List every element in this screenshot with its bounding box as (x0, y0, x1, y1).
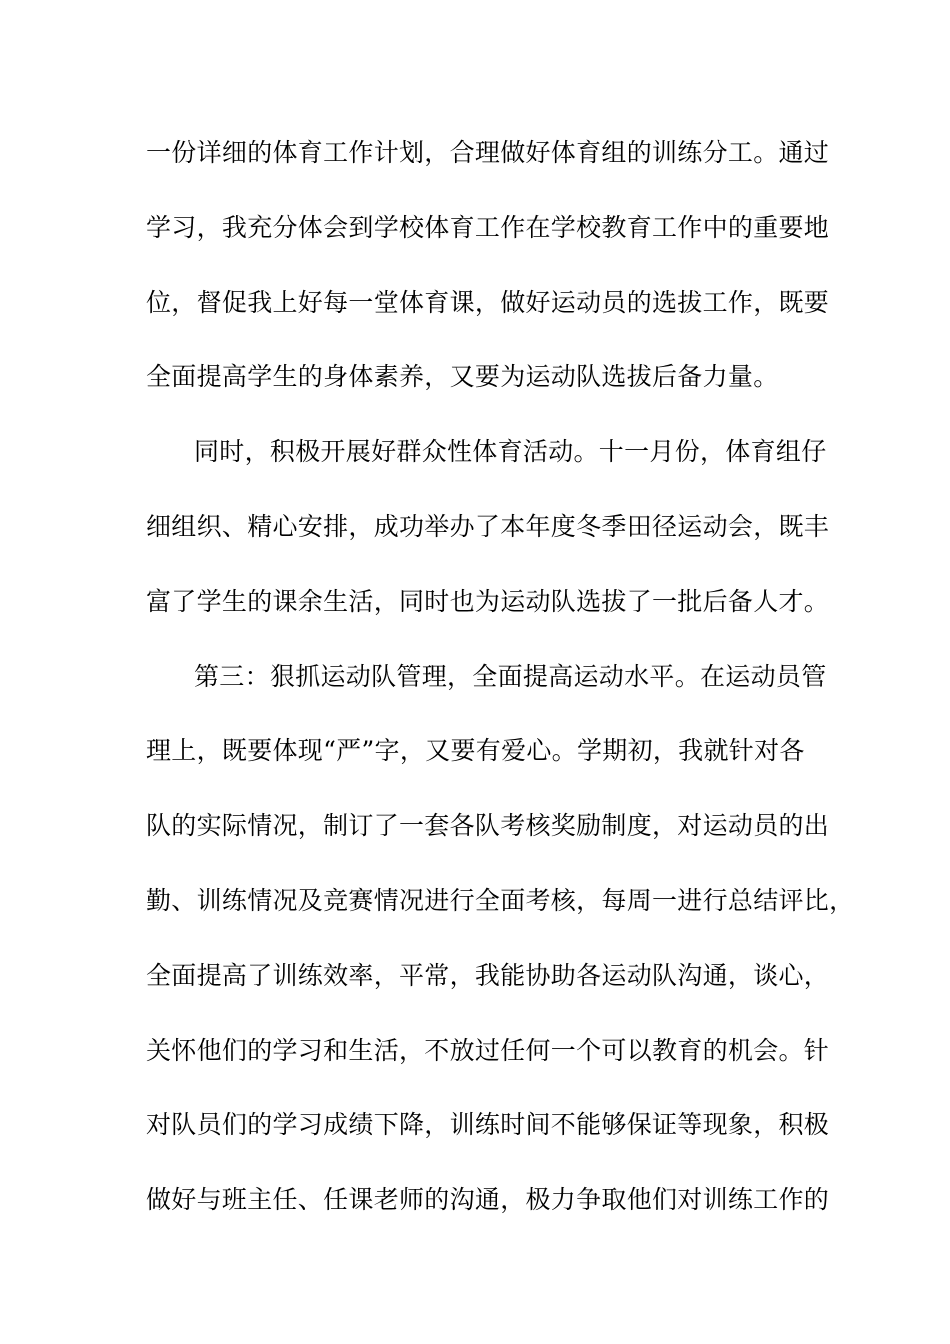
paragraph-line: 全面提高了训练效率，平常，我能协助各运动队沟通，谈心， (146, 960, 830, 990)
paragraph-line: 勤、训练情况及竞赛情况进行全面考核，每周一进行总结评比， (146, 885, 855, 915)
paragraph-line: 一份详细的体育工作计划，合理做好体育组的训练分工。通过 (146, 138, 830, 167)
paragraph-line: 队的实际情况，制订了一套各队考核奖励制度，对运动员的出 (146, 811, 830, 841)
paragraph-line: 做好与班主任、任课老师的沟通，极力争取他们对训练工作的 (146, 1185, 830, 1215)
paragraph-line: 第三：狠抓运动队管理，全面提高运动水平。在运动员管 (194, 661, 827, 691)
paragraph-line: 细组织、精心安排，成功举办了本年度冬季田径运动会，既丰 (146, 511, 830, 541)
paragraph-line: 同时，积极开展好群众性体育活动。十一月份，体育组仔 (194, 437, 827, 467)
paragraph-line: 全面提高学生的身体素养，又要为运动队选拔后备力量。 (146, 362, 779, 392)
document-body (146, 128, 855, 1250)
paragraph-line: 对队员们的学习成绩下降，训练时间不能够保证等现象，积极 (146, 1110, 830, 1140)
paragraph-line: 理上，既要体现“严”字，又要有爱心。学期初，我就针对各 (146, 736, 805, 766)
paragraph-line: 位，督促我上好每一堂体育课，做好运动员的选拔工作，既要 (146, 287, 830, 317)
paragraph-line: 学习，我充分体会到学校体育工作在学校教育工作中的重要地 (146, 212, 830, 242)
paragraph-line: 关怀他们的学习和生活，不放过任何一个可以教育的机会。针 (146, 1035, 830, 1065)
paragraph-line: 富了学生的课余生活，同时也为运动队选拔了一批后备人才。 (146, 586, 830, 616)
